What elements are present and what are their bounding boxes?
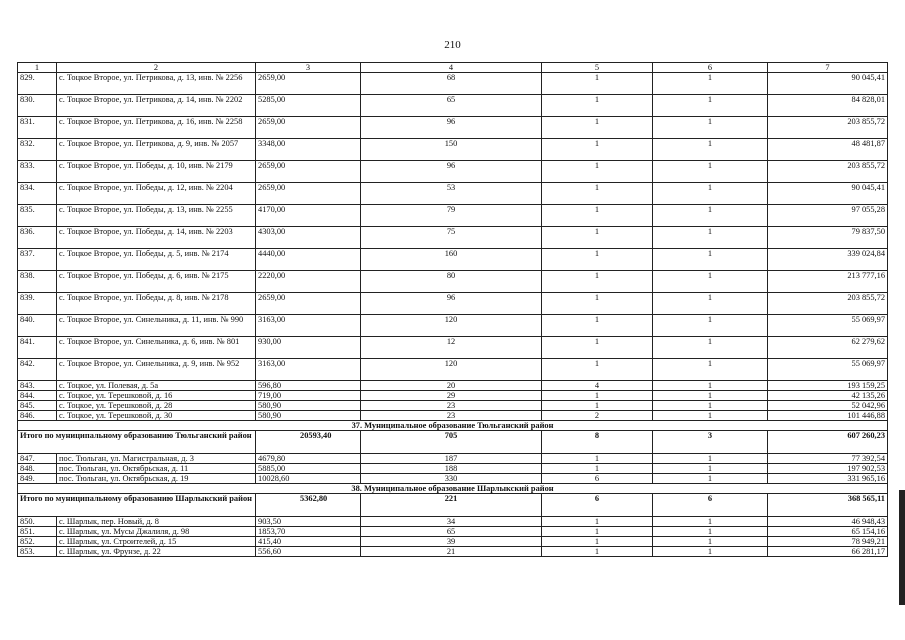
- row-col-6: 1: [653, 537, 768, 547]
- row-col-4: 150: [361, 139, 542, 161]
- row-col-6: 1: [653, 401, 768, 411]
- row-address: с. Тоцкое Второе, ул. Победы, д. 5, инв. № 2174: [57, 249, 256, 271]
- row-col-7: 42 135,26: [768, 391, 888, 401]
- table-row: [18, 537, 888, 547]
- row-col-6: 1: [653, 381, 768, 391]
- row-col-4: 20: [361, 381, 542, 391]
- table-row: [18, 337, 888, 359]
- row-col-4: 39: [361, 537, 542, 547]
- subtotal-col-5: 8: [542, 431, 653, 454]
- row-col-7: 84 828,01: [768, 95, 888, 117]
- table-row: [18, 161, 888, 183]
- subtotal-label: Итого по муниципальному образованию Шарлыкский район: [18, 494, 256, 517]
- row-col-3: 415,40: [256, 537, 361, 547]
- column-header: 6: [653, 63, 768, 73]
- row-col-7: 197 902,53: [768, 464, 888, 474]
- row-col-7: 97 055,28: [768, 205, 888, 227]
- row-number: 834.: [18, 183, 57, 205]
- row-col-7: 339 024,84: [768, 249, 888, 271]
- row-col-6: 1: [653, 547, 768, 557]
- row-col-7: 66 281,17: [768, 547, 888, 557]
- row-col-3: 2659,00: [256, 293, 361, 315]
- subtotal-col-4: 705: [361, 431, 542, 454]
- row-col-4: 160: [361, 249, 542, 271]
- row-address: с. Тоцкое Второе, ул. Петрикова, д. 16, инв. № 2258: [57, 117, 256, 139]
- row-col-4: 65: [361, 527, 542, 537]
- table-row: [18, 411, 888, 421]
- row-number: 841.: [18, 337, 57, 359]
- row-col-6: 1: [653, 183, 768, 205]
- row-address: с. Тоцкое Второе, ул. Победы, д. 12, инв. № 2204: [57, 183, 256, 205]
- row-col-5: 1: [542, 454, 653, 464]
- section-title: 38. Муниципальное образование Шарлыкский район: [18, 484, 888, 494]
- row-col-3: 4303,00: [256, 227, 361, 249]
- row-col-4: 96: [361, 293, 542, 315]
- row-col-5: 1: [542, 73, 653, 95]
- row-col-4: 29: [361, 391, 542, 401]
- table-row: [18, 547, 888, 557]
- table-row: [18, 381, 888, 391]
- row-col-7: 203 855,72: [768, 293, 888, 315]
- table-row: [18, 205, 888, 227]
- row-col-7: 62 279,62: [768, 337, 888, 359]
- table-row: [18, 401, 888, 411]
- row-col-6: 1: [653, 139, 768, 161]
- row-col-5: 1: [542, 391, 653, 401]
- row-number: 837.: [18, 249, 57, 271]
- row-number: 849.: [18, 474, 57, 484]
- row-number: 839.: [18, 293, 57, 315]
- row-col-4: 79: [361, 205, 542, 227]
- table-row: [18, 517, 888, 527]
- column-header: 3: [256, 63, 361, 73]
- row-col-6: 1: [653, 161, 768, 183]
- row-address: с. Тоцкое Второе, ул. Победы, д. 8, инв. № 2178: [57, 293, 256, 315]
- table-row: [18, 117, 888, 139]
- table-row: [18, 315, 888, 337]
- row-col-7: 55 069,97: [768, 315, 888, 337]
- row-col-3: 3163,00: [256, 359, 361, 381]
- row-col-7: 77 392,54: [768, 454, 888, 464]
- table-row: [18, 293, 888, 315]
- row-number: 852.: [18, 537, 57, 547]
- row-col-7: 48 481,87: [768, 139, 888, 161]
- row-col-4: 120: [361, 359, 542, 381]
- row-col-4: 68: [361, 73, 542, 95]
- table-row: [18, 227, 888, 249]
- subtotal-col-6: 6: [653, 494, 768, 517]
- subtotal-col-5: 6: [542, 494, 653, 517]
- table-row: [18, 359, 888, 381]
- row-number: 829.: [18, 73, 57, 95]
- row-address: с. Шарлык, пер. Новый, д. 8: [57, 517, 256, 527]
- row-col-7: 78 949,21: [768, 537, 888, 547]
- table-row: [18, 73, 888, 95]
- row-col-7: 90 045,41: [768, 73, 888, 95]
- row-number: 833.: [18, 161, 57, 183]
- row-number: 835.: [18, 205, 57, 227]
- row-col-5: 1: [542, 537, 653, 547]
- row-col-7: 52 042,96: [768, 401, 888, 411]
- column-header: 1: [18, 63, 57, 73]
- row-col-6: 1: [653, 527, 768, 537]
- row-col-5: 4: [542, 381, 653, 391]
- row-col-3: 580,90: [256, 411, 361, 421]
- row-address: с. Тоцкое, ул. Терешковой, д. 16: [57, 391, 256, 401]
- subtotal-col-4: 221: [361, 494, 542, 517]
- row-address: с. Тоцкое Второе, ул. Петрикова, д. 13, инв. № 2256: [57, 73, 256, 95]
- row-col-5: 2: [542, 411, 653, 421]
- row-col-6: 1: [653, 227, 768, 249]
- row-col-6: 1: [653, 391, 768, 401]
- subtotal-col-6: 3: [653, 431, 768, 454]
- row-col-6: 1: [653, 73, 768, 95]
- row-col-6: 1: [653, 454, 768, 464]
- row-number: 846.: [18, 411, 57, 421]
- row-col-3: 2659,00: [256, 117, 361, 139]
- row-address: с. Шарлык, ул. Мусы Джалиля, д. 98: [57, 527, 256, 537]
- row-address: с. Тоцкое Второе, ул. Синельника, д. 6, инв. № 801: [57, 337, 256, 359]
- row-col-4: 330: [361, 474, 542, 484]
- row-col-7: 203 855,72: [768, 161, 888, 183]
- subtotal-col-7: 368 565,11: [768, 494, 888, 517]
- row-col-4: 96: [361, 117, 542, 139]
- table-row: [18, 271, 888, 293]
- row-col-5: 1: [542, 139, 653, 161]
- subtotal-row: [18, 431, 888, 454]
- row-col-4: 80: [361, 271, 542, 293]
- table-row: [18, 474, 888, 484]
- row-col-7: 213 777,16: [768, 271, 888, 293]
- row-col-5: 1: [542, 401, 653, 411]
- column-header: 5: [542, 63, 653, 73]
- row-col-7: 55 069,97: [768, 359, 888, 381]
- table-row: [18, 454, 888, 464]
- row-col-4: 34: [361, 517, 542, 527]
- subtotal-col-3: 20593,40: [256, 431, 361, 454]
- row-address: с. Шарлык, ул. Строителей, д. 15: [57, 537, 256, 547]
- row-col-5: 1: [542, 117, 653, 139]
- row-col-5: 1: [542, 95, 653, 117]
- row-col-5: 1: [542, 315, 653, 337]
- column-header: 7: [768, 63, 888, 73]
- row-col-3: 3163,00: [256, 315, 361, 337]
- row-col-3: 4679,80: [256, 454, 361, 464]
- row-col-6: 1: [653, 117, 768, 139]
- housing-register-table: [17, 62, 888, 557]
- table-row: [18, 249, 888, 271]
- row-col-4: 23: [361, 401, 542, 411]
- row-col-4: 65: [361, 95, 542, 117]
- subtotal-label: Итого по муниципальному образованию Тюльганский район: [18, 431, 256, 454]
- row-col-7: 46 948,43: [768, 517, 888, 527]
- row-col-5: 1: [542, 249, 653, 271]
- row-col-3: 2659,00: [256, 161, 361, 183]
- row-col-6: 1: [653, 464, 768, 474]
- row-col-5: 1: [542, 161, 653, 183]
- row-address: с. Тоцкое, ул. Полевая, д. 5а: [57, 381, 256, 391]
- row-col-7: 193 159,25: [768, 381, 888, 391]
- row-col-4: 120: [361, 315, 542, 337]
- row-col-4: 188: [361, 464, 542, 474]
- column-header-row: [18, 63, 888, 73]
- row-address: с. Тоцкое Второе, ул. Синельника, д. 9, инв. № 952: [57, 359, 256, 381]
- row-col-5: 1: [542, 271, 653, 293]
- row-col-5: 1: [542, 527, 653, 537]
- row-col-6: 1: [653, 293, 768, 315]
- table-row: [18, 139, 888, 161]
- row-address: с. Тоцкое, ул. Терешковой, д. 28: [57, 401, 256, 411]
- section-title: 37. Муниципальное образование Тюльганский район: [18, 421, 888, 431]
- row-col-3: 930,00: [256, 337, 361, 359]
- row-number: 853.: [18, 547, 57, 557]
- row-col-6: 1: [653, 411, 768, 421]
- row-col-5: 1: [542, 183, 653, 205]
- table-row: [18, 95, 888, 117]
- row-address: пос. Тюльган, ул. Магистральная, д. 3: [57, 454, 256, 464]
- row-col-6: 1: [653, 95, 768, 117]
- row-address: с. Тоцкое Второе, ул. Петрикова, д. 9, инв. № 2057: [57, 139, 256, 161]
- row-address: с. Тоцкое Второе, ул. Петрикова, д. 14, инв. № 2202: [57, 95, 256, 117]
- row-col-6: 1: [653, 205, 768, 227]
- row-col-4: 12: [361, 337, 542, 359]
- row-address: пос. Тюльган, ул. Октябрьская, д. 11: [57, 464, 256, 474]
- row-col-3: 10028,60: [256, 474, 361, 484]
- row-col-3: 3348,00: [256, 139, 361, 161]
- table-row: [18, 527, 888, 537]
- row-number: 847.: [18, 454, 57, 464]
- row-address: с. Тоцкое Второе, ул. Синельника, д. 11, инв. № 990: [57, 315, 256, 337]
- scan-edge-mark: [899, 490, 905, 605]
- row-col-5: 1: [542, 547, 653, 557]
- row-col-6: 1: [653, 315, 768, 337]
- row-col-3: 4440,00: [256, 249, 361, 271]
- row-col-5: 1: [542, 359, 653, 381]
- row-col-3: 1853,70: [256, 527, 361, 537]
- row-col-3: 5285,00: [256, 95, 361, 117]
- column-header: 4: [361, 63, 542, 73]
- row-number: 838.: [18, 271, 57, 293]
- row-number: 842.: [18, 359, 57, 381]
- row-col-5: 1: [542, 227, 653, 249]
- row-col-6: 1: [653, 337, 768, 359]
- subtotal-col-3: 5362,80: [256, 494, 361, 517]
- row-address: с. Тоцкое Второе, ул. Победы, д. 14, инв. № 2203: [57, 227, 256, 249]
- row-number: 843.: [18, 381, 57, 391]
- row-address: пос. Тюльган, ул. Октябрьская, д. 19: [57, 474, 256, 484]
- row-col-7: 79 837,50: [768, 227, 888, 249]
- row-col-3: 2659,00: [256, 73, 361, 95]
- page-number: 210: [444, 39, 461, 51]
- row-col-7: 90 045,41: [768, 183, 888, 205]
- row-col-4: 96: [361, 161, 542, 183]
- row-col-5: 6: [542, 474, 653, 484]
- row-col-7: 101 446,88: [768, 411, 888, 421]
- row-col-6: 1: [653, 271, 768, 293]
- row-col-4: 21: [361, 547, 542, 557]
- row-col-4: 187: [361, 454, 542, 464]
- row-address: с. Тоцкое Второе, ул. Победы, д. 13, инв. № 2255: [57, 205, 256, 227]
- row-col-4: 23: [361, 411, 542, 421]
- row-col-3: 596,80: [256, 381, 361, 391]
- subtotal-row: [18, 494, 888, 517]
- row-number: 831.: [18, 117, 57, 139]
- row-col-3: 4170,00: [256, 205, 361, 227]
- row-col-7: 65 154,16: [768, 527, 888, 537]
- table-row: [18, 464, 888, 474]
- row-col-3: 719,00: [256, 391, 361, 401]
- row-col-7: 203 855,72: [768, 117, 888, 139]
- row-col-3: 580,90: [256, 401, 361, 411]
- row-number: 844.: [18, 391, 57, 401]
- row-number: 848.: [18, 464, 57, 474]
- table-row: [18, 183, 888, 205]
- row-col-6: 1: [653, 359, 768, 381]
- row-col-7: 331 965,16: [768, 474, 888, 484]
- row-col-3: 2659,00: [256, 183, 361, 205]
- row-number: 836.: [18, 227, 57, 249]
- row-col-3: 903,50: [256, 517, 361, 527]
- subtotal-col-7: 607 260,23: [768, 431, 888, 454]
- row-number: 850.: [18, 517, 57, 527]
- section-header-row: [18, 421, 888, 431]
- row-number: 840.: [18, 315, 57, 337]
- row-number: 830.: [18, 95, 57, 117]
- row-col-6: 1: [653, 474, 768, 484]
- row-col-5: 1: [542, 337, 653, 359]
- row-address: с. Тоцкое, ул. Терешковой, д. 30: [57, 411, 256, 421]
- row-col-6: 1: [653, 249, 768, 271]
- section-header-row: [18, 484, 888, 494]
- row-col-5: 1: [542, 205, 653, 227]
- row-col-3: 556,60: [256, 547, 361, 557]
- row-address: с. Тоцкое Второе, ул. Победы, д. 10, инв. № 2179: [57, 161, 256, 183]
- row-number: 851.: [18, 527, 57, 537]
- row-address: с. Шарлык, ул. Фрунзе, д. 22: [57, 547, 256, 557]
- row-col-5: 1: [542, 293, 653, 315]
- row-col-6: 1: [653, 517, 768, 527]
- row-number: 845.: [18, 401, 57, 411]
- column-header: 2: [57, 63, 256, 73]
- row-address: с. Тоцкое Второе, ул. Победы, д. 6, инв. № 2175: [57, 271, 256, 293]
- row-col-4: 75: [361, 227, 542, 249]
- row-col-5: 1: [542, 464, 653, 474]
- row-number: 832.: [18, 139, 57, 161]
- row-col-5: 1: [542, 517, 653, 527]
- row-col-3: 5885,00: [256, 464, 361, 474]
- row-col-3: 2220,00: [256, 271, 361, 293]
- row-col-4: 53: [361, 183, 542, 205]
- table-row: [18, 391, 888, 401]
